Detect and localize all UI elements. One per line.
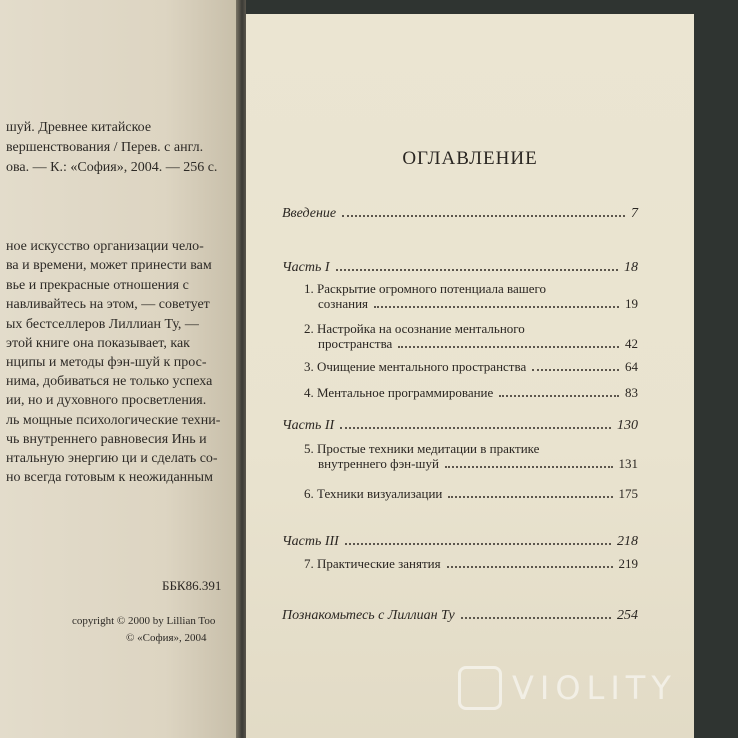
dot-leader [461,617,611,619]
toc-part-1 [282,260,638,276]
toc-chapter-label: 4. Ментальное программирование [304,385,494,400]
toc-page-number: 131 [618,456,638,471]
left-text-line: нципы и методы фэн-шуй к прос- [6,355,207,370]
left-text-line: нима, добиваться не только успеха [6,374,213,389]
toc-chapter-7 [304,556,638,572]
left-text-line: чь внутреннего равновесия Инь и [6,432,207,447]
toc-part-label: Часть III [282,534,339,549]
toc-chapter-label: 3. Очищение ментального пространства [304,359,527,374]
toc-chapter-1-line1: 1. Раскрытие огромного потенциала вашего [304,281,547,296]
dot-leader [340,427,611,429]
left-text-line: вье и прекрасные отношения с [6,278,189,293]
toc-page-number: 18 [624,260,638,275]
toc-chapter-4 [304,385,638,401]
dot-leader [374,306,619,308]
toc-page-number: 83 [625,385,638,400]
dot-leader [345,543,611,545]
left-text-line: шуй. Древнее китайское [6,120,152,135]
toc-page-number: 130 [617,418,638,433]
toc-chapter-1 [318,296,638,312]
toc-chapter-2-line1: 2. Настройка на осознание ментального [304,321,525,336]
dot-leader [342,215,625,217]
copyright-line: © «София», 2004 [126,632,207,644]
left-text-line: ное искусство организации чело- [6,239,204,254]
dot-leader [532,369,619,371]
right-page [246,14,694,738]
toc-chapter-3 [304,359,638,375]
watermark [458,666,677,710]
toc-entry-label: Введение [282,206,337,221]
toc-page-number: 64 [625,359,638,374]
toc-chapter-6 [304,486,638,502]
toc-chapter-5-line1: 5. Простые техники медитации в практике [304,441,540,456]
left-text-line: навливайтесь на этом, — советует [6,297,210,312]
left-text-line: но всегда готовым к неожиданным [6,470,213,485]
toc-chapter-label: внутреннего фэн-шуй [318,456,439,471]
left-text-line: нтальную энергию ци и сделать со- [6,451,218,466]
toc-part-label: Часть I [282,260,330,275]
toc-chapter-label: 7. Практические занятия [304,556,441,571]
left-text-line: вершенствования / Перев. с англ. [6,140,204,155]
watermark-logo-icon [458,666,502,710]
toc-page-number: 218 [617,534,638,549]
book-spine [236,0,246,738]
toc-entry-label: Познакомьтесь с Лиллиан Ту [282,608,455,623]
toc-part-3 [282,534,638,550]
left-text-line: ль мощные психологические техни- [6,413,221,428]
copyright-line: copyright © 2000 by Lillian Too [72,615,216,627]
dot-leader [499,395,619,397]
toc-page-number: 7 [631,206,638,221]
toc-page-number: 219 [618,556,638,571]
toc-entry-outro [282,608,638,624]
left-text-line: ых бестселлеров Лиллиан Ту, — [6,317,199,332]
dot-leader [398,346,619,348]
toc-page-number: 19 [625,296,638,311]
toc-chapter-label: пространства [318,336,393,351]
left-page [0,0,236,738]
toc-entry-intro [282,206,638,222]
toc-part-2 [282,418,638,434]
toc-page-number: 175 [618,486,638,501]
toc-part-label: Часть II [282,418,335,433]
toc-chapter-2 [318,336,638,352]
left-text-line: ова. — К.: «София», 2004. — 256 с. [6,160,218,175]
toc-title: ОГЛАВЛЕНИЕ [402,148,538,169]
watermark-text: VIOLITY [512,669,677,707]
toc-chapter-label: 6. Техники визуализации [304,486,443,501]
bbk-code: ББК86.391 [162,578,222,593]
left-text-line: ии, но и духовного просветления. [6,393,207,408]
toc-page-number: 42 [625,336,638,351]
dot-leader [336,269,618,271]
left-text-line: этой книге она показывает, как [6,336,190,351]
dot-leader [447,566,613,568]
dot-leader [445,466,613,468]
toc-chapter-label: сознания [318,296,369,311]
toc-page-number: 254 [617,608,638,623]
toc-chapter-5 [318,456,638,472]
dot-leader [448,496,612,498]
left-text-line: ва и времени, может принести вам [6,258,212,273]
